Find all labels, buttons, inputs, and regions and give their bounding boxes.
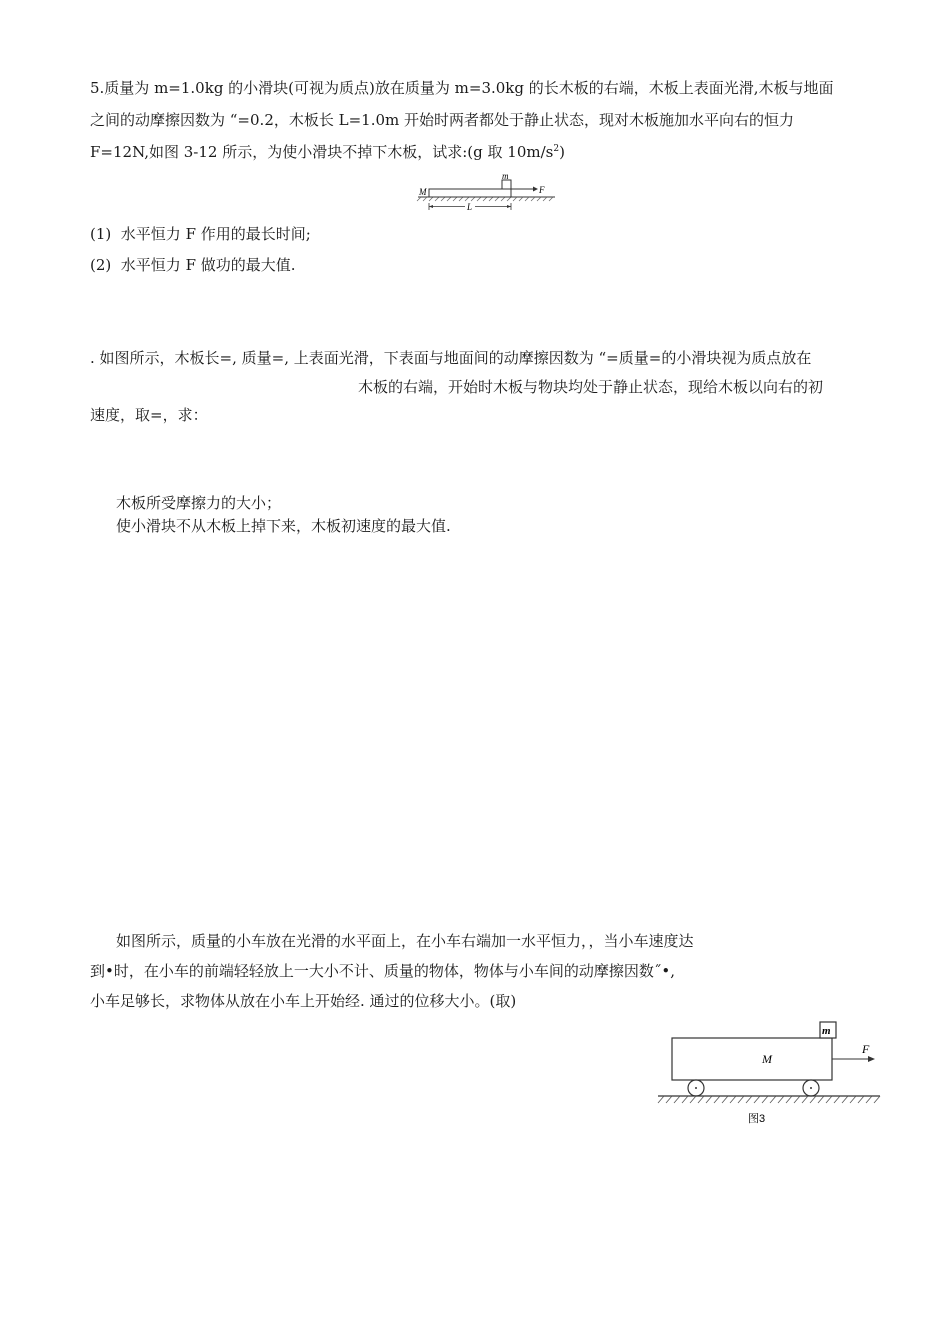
ground-hatching (658, 1096, 880, 1103)
figure-caption: 图3 (748, 1113, 766, 1125)
problem5-line3: F=12N,如图 3-12 所示，为使小滑块不掉下木板，试求:(g 取 $10m/s^2$) (90, 143, 565, 161)
problem5-question1: (1) 水平恒力 F 作用的最长时间; (90, 225, 311, 243)
plank-slider-diagram (415, 170, 560, 212)
problem5-line2: 之间的动摩擦因数为 “=0.2，木板长 L=1.0m 开始时两者都处于静止状态，现对木板施加水平向右的恒力 (90, 111, 795, 129)
label-F: F (539, 185, 545, 195)
label-L: L (467, 202, 473, 212)
label-M: M (419, 187, 427, 197)
problem7-line1: 如图所示，质量的小车放在光滑的水平面上，在小车右端加一水平恒力，，当小车速度达 (116, 932, 694, 950)
problem5-line1: 5.质量为 m=1.0kg 的小滑块(可视为质点)放在质量为 m=3.0kg 的长木板的右端，木板上表面光滑,木板与地面 (90, 79, 834, 97)
plank (429, 189, 511, 197)
problem7-line3: 小车足够长，求物体从放在小车上开始经. 通过的位移大小。(取) (90, 992, 517, 1010)
cart-diagram (650, 1018, 885, 1130)
force-arrowhead (533, 187, 538, 192)
label-M: M (762, 1052, 772, 1066)
ground-hatching (417, 197, 553, 201)
label-m: m (822, 1025, 831, 1037)
problem6-question1: 木板所受摩擦力的大小； (116, 494, 282, 512)
problem6-line1: . 如图所示，木板长=, 质量=, 上表面光滑，下表面与地面间的动摩擦因数为 “=质量=的小滑块视为质点放在 (90, 349, 812, 367)
problem6-line2: 木板的右端，开始时木板与物块均处于静止状态，现给木板以向右的初 (358, 378, 824, 396)
label-m: m (502, 171, 509, 181)
slider-block (502, 180, 511, 189)
problem6-question2: 使小滑块不从木板上掉下来，木板初速度的最大值. (116, 517, 451, 535)
problem5-question2: (2) 水平恒力 F 做功的最大值. (90, 256, 296, 274)
label-F: F (862, 1042, 870, 1056)
cart-body (672, 1038, 832, 1080)
force-arrowhead (868, 1056, 875, 1062)
problem6-line3: 速度，取=，求： (90, 406, 208, 424)
problem7-line2: 到•时，在小车的前端轻轻放上一大小不计、质量的物体，物体与小车间的动摩擦因数˝•, (90, 962, 675, 980)
